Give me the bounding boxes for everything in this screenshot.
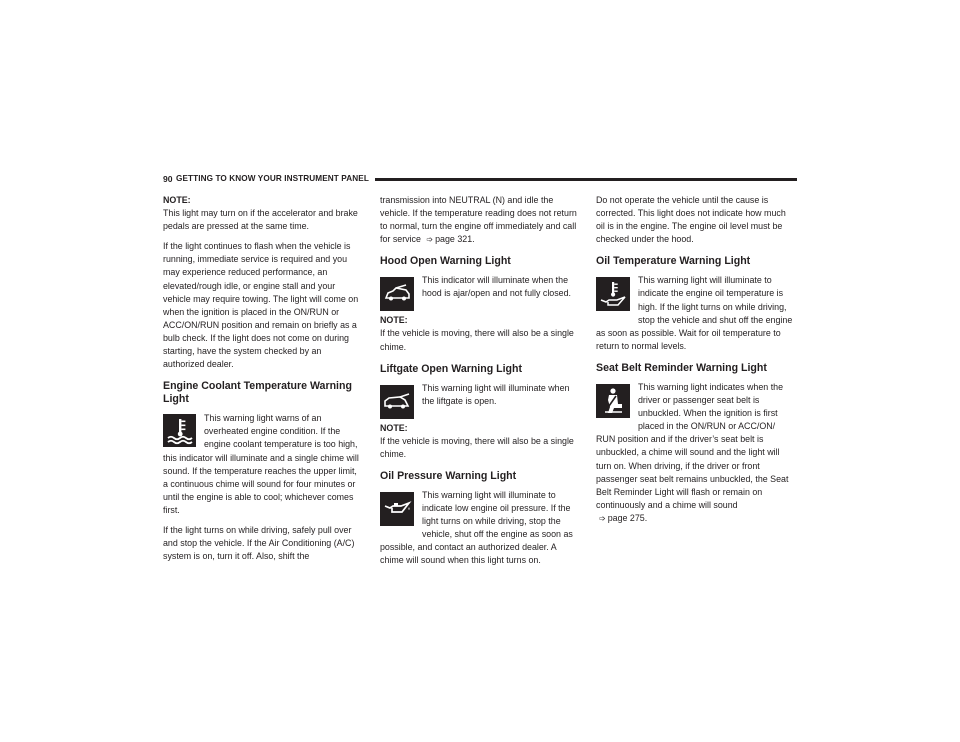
note-label: NOTE: [380, 315, 408, 326]
header-rule [375, 178, 797, 181]
oil-temperature-block [596, 274, 796, 353]
hood-heading: Hood Open Warning Light [380, 255, 511, 268]
coolant-text: This warning light warns of an overheated engine condition. If the engine coolant temperature is too high, this indicator will illuminate and a single chime will sound. If the temperature reaches the upper limit, a continuous chime will sound for four minutes or until the engine is able to cool; whichever comes first. [163, 413, 359, 515]
continued-paragraph: Do not operate the vehicle until the cause is corrected. This light does not indicate how much oil is in the engine. The engine oil level must be checked under the hood. [596, 195, 786, 245]
note-text: If the vehicle is moving, there will also be a single chime. [380, 328, 574, 352]
section-title: GETTING TO KNOW YOUR INSTRUMENT PANEL [176, 174, 369, 183]
page-ref-arrow-icon: ➩ [599, 513, 606, 523]
seat-belt-block [596, 381, 796, 525]
hood-open-icon [380, 277, 414, 311]
continued-paragraph [380, 194, 580, 246]
paragraph: If the light continues to flash when the vehicle is running, immediate service is required and you may experience reduced performance, an elevated/rough idle, or engine stall and your vehicle may require towing. The light will come on when the ignition is placed in the ON/RUN or ACC/ON/RUN position and remain on briefly as a bulb check. If the light does not come on during starting, have the system checked by an authorized dealer. [163, 241, 359, 370]
oil-temperature-heading: Oil Temperature Warning Light [596, 255, 751, 268]
liftgate-heading: Liftgate Open Warning Light [380, 362, 523, 375]
coolant-block [163, 412, 363, 517]
liftgate-open-icon [380, 385, 414, 419]
page-ref-link[interactable]: page 275. [607, 512, 648, 523]
note-label: NOTE: [380, 422, 408, 433]
column-3 [596, 194, 796, 532]
page-ref-link[interactable]: page 321. [435, 234, 475, 245]
liftgate-block [380, 382, 580, 422]
note-3 [380, 422, 580, 461]
seat-belt-heading: Seat Belt Reminder Warning Light [596, 361, 767, 374]
oil-pressure-icon [380, 492, 414, 526]
hood-block [380, 274, 580, 314]
oil-pressure-block [380, 489, 580, 568]
oil-temperature-text: This warning light will illuminate to indicate the engine oil temperature is high. If the light turns on while driving, stop the vehicle and shut off the engine as soon as possible. Wait for oil temperature to return to normal levels. [596, 275, 793, 351]
hood-text: This indicator will illuminate when the hood is ajar/open and not fully closed. [422, 275, 572, 299]
coolant-heading: Engine Coolant Temperature Warning Light [163, 380, 352, 406]
paragraph: If the light turns on while driving, safely pull over and stop the vehicle. If the Air Conditioning (A/C) system is on, turn it off. Also, shift the [163, 524, 355, 562]
note-label: NOTE: [163, 195, 191, 205]
continued-text: transmission into NEUTRAL (N) and idle the vehicle. If the temperature reading does not return to normal, turn the engine off immediately and call for service [380, 195, 577, 245]
seat-belt-text-body: This warning light indicates when the driver or passenger seat belt is unbuckled. When the ignition is first placed in the ON/RUN or ACC/ON/ RUN position and if the driver’s seat belt is unbuckled, a chime will sound and the light will turn on. When driving, if the driver or front passenger seat belt remains unbuckled, the Seat Belt Reminder Light will flash or remain on continuously and a chime will sound [596, 381, 789, 510]
oil-pressure-heading: Oil Pressure Warning Light [380, 469, 517, 482]
note-1 [163, 194, 363, 233]
oil-temperature-icon [596, 277, 630, 311]
column-2 [380, 194, 580, 575]
note-text: This light may turn on if the accelerator and brake pedals are pressed at the same time. [163, 208, 358, 232]
page-header [163, 174, 797, 186]
page-ref-arrow-icon: ➩ [426, 235, 434, 245]
liftgate-text: This warning light will illuminate when the liftgate is open. [422, 382, 570, 406]
note-2 [380, 314, 580, 353]
coolant-temperature-icon [163, 414, 196, 447]
page-number: 90 [163, 174, 173, 184]
note-text: If the vehicle is moving, there will also be a single chime. [380, 435, 574, 459]
seat-belt-icon [596, 384, 630, 418]
oil-pressure-text: This warning light will illuminate to indicate low engine oil pressure. If the light turns on while driving, stop the vehicle, shut off the engine as soon as possible, and contact an authorized dealer. A chime will sound when this light turns on. [380, 489, 573, 566]
column-1 [163, 194, 363, 570]
